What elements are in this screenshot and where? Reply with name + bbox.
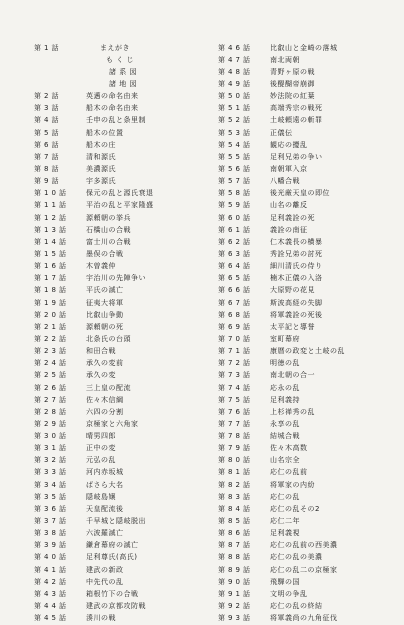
chapter-title: 応仁の乱 [270, 492, 300, 501]
chapter-number: 第 3 1 話 [34, 444, 67, 453]
chapter-number: 第 3 9 話 [34, 541, 67, 550]
toc-entry [34, 261, 209, 273]
toc-entry [218, 431, 393, 443]
chapter-number: 第 2 話 [34, 92, 59, 101]
chapter-number: 第 4 4 話 [34, 602, 67, 611]
toc-entry [34, 127, 209, 139]
chapter-number: 第 2 0 話 [34, 310, 67, 319]
chapter-title: 三上皇の配流 [86, 383, 131, 392]
chapter-title: 諸 地 図 [109, 79, 137, 88]
chapter-number: 第 9 0 話 [218, 577, 251, 586]
chapter-title: 楠木正儀の入洛 [270, 274, 323, 283]
chapter-title: 佐々木高数 [270, 444, 308, 453]
chapter-number: 第 4 7 話 [218, 55, 251, 64]
chapter-title: 木曽義仲 [86, 262, 116, 271]
toc-entry [34, 78, 209, 90]
chapter-title: 船木の位置 [86, 128, 124, 137]
chapter-number: 第 1 6 話 [34, 262, 67, 271]
chapter-number: 第 3 3 話 [34, 468, 67, 477]
toc-entry [34, 503, 209, 515]
chapter-number: 第 2 4 話 [34, 359, 67, 368]
toc-entry [218, 91, 393, 103]
chapter-title: 六四の分割 [86, 407, 124, 416]
chapter-number: 第 6 0 話 [218, 213, 251, 222]
toc-entry [34, 212, 209, 224]
chapter-number: 第 6 9 話 [218, 322, 251, 331]
chapter-number: 第 2 6 話 [34, 383, 67, 392]
chapter-number: 第 2 3 話 [34, 347, 67, 356]
toc-entry [218, 370, 393, 382]
toc-entry [218, 285, 393, 297]
chapter-title: 応永の乱 [270, 383, 300, 392]
chapter-number: 第 5 2 話 [218, 116, 251, 125]
toc-entry [218, 491, 393, 503]
toc-entry [34, 236, 209, 248]
chapter-number: 第 4 話 [34, 116, 59, 125]
chapter-number: 第 7 話 [34, 152, 59, 161]
toc-entry [218, 66, 393, 78]
chapter-title: 高端秀宗の戦死 [270, 104, 323, 113]
chapter-number: 第 4 5 話 [34, 614, 67, 623]
chapter-number: 第 7 3 話 [218, 371, 251, 380]
chapter-title: 平氏の滅亡 [86, 286, 124, 295]
toc-entry [218, 406, 393, 418]
toc-entry [34, 297, 209, 309]
chapter-title: 仁木義長の横暴 [270, 237, 323, 246]
chapter-number: 第 4 2 話 [34, 577, 67, 586]
chapter-title: 箱根竹下の合戦 [86, 589, 139, 598]
chapter-title: 征夷大将軍 [86, 298, 124, 307]
toc-entry [34, 564, 209, 576]
chapter-number: 第 5 9 話 [218, 201, 251, 210]
chapter-title: 足利兄弟の争い [270, 152, 323, 161]
chapter-title: 足利義視 [270, 529, 300, 538]
chapter-title: 応仁の乱前 [270, 468, 308, 477]
chapter-title: 足利義詮の死 [270, 213, 315, 222]
toc-entry [34, 273, 209, 285]
toc-entry [218, 309, 393, 321]
chapter-title: 中先代の乱 [86, 577, 124, 586]
chapter-number: 第 3 2 話 [34, 456, 67, 465]
toc-entry [34, 431, 209, 443]
chapter-number: 第 3 話 [34, 104, 59, 113]
toc-entry [218, 224, 393, 236]
chapter-title: 南朝軍入京 [270, 164, 308, 173]
toc-entry [218, 479, 393, 491]
toc-entry [34, 66, 209, 78]
chapter-number: 第 7 5 話 [218, 395, 251, 404]
toc-entry [218, 600, 393, 612]
chapter-title: 墨俣の合戦 [86, 249, 124, 258]
chapter-title: 源頼朝の死 [86, 322, 124, 331]
toc-entry [218, 321, 393, 333]
toc-entry [34, 103, 209, 115]
toc-entry [34, 467, 209, 479]
chapter-title: 宇多源氏 [86, 177, 116, 186]
toc-entry [34, 418, 209, 430]
chapter-number: 第 2 7 話 [34, 395, 67, 404]
chapter-number: 第 1 3 話 [34, 225, 67, 234]
chapter-title: 観応の擾乱 [270, 140, 308, 149]
chapter-number: 第 4 0 話 [34, 553, 67, 562]
toc-entry [218, 576, 393, 588]
toc-entry [218, 297, 393, 309]
chapter-title: 京極家と六角家 [86, 419, 139, 428]
toc-entry [218, 42, 393, 54]
chapter-number: 第 9 話 [34, 177, 59, 186]
chapter-number: 第 3 4 話 [34, 480, 67, 489]
chapter-number: 第 7 6 話 [218, 407, 251, 416]
toc-left-column [34, 42, 209, 625]
toc-entry [218, 115, 393, 127]
toc-entry [34, 370, 209, 382]
chapter-number: 第 6 5 話 [218, 274, 251, 283]
toc-entry [34, 443, 209, 455]
toc-entry [34, 42, 209, 54]
toc-entry [34, 515, 209, 527]
chapter-title: ばさら大名 [86, 480, 124, 489]
toc-entry [34, 528, 209, 540]
chapter-number: 第 5 1 話 [218, 104, 251, 113]
toc-entry [218, 515, 393, 527]
chapter-number: 第 1 4 話 [34, 237, 67, 246]
chapter-title: 天皇配流後 [86, 504, 124, 513]
chapter-title: 青野ヶ原の戦 [270, 67, 315, 76]
toc-entry [34, 224, 209, 236]
chapter-number: 第 1 2 話 [34, 213, 67, 222]
chapter-number: 第 8 0 話 [218, 456, 251, 465]
chapter-title: 元弘の乱 [86, 456, 116, 465]
toc-entry [218, 103, 393, 115]
toc-entry [218, 212, 393, 224]
chapter-number: 第 8 3 話 [218, 492, 251, 501]
chapter-title: 正儀伝 [270, 128, 293, 137]
chapter-title: 山名の離反 [270, 201, 308, 210]
chapter-number: 第 5 話 [34, 128, 59, 137]
chapter-title: 結城合戦 [270, 432, 300, 441]
chapter-number: 第 4 9 話 [218, 79, 251, 88]
toc-entry [34, 600, 209, 612]
chapter-number: 第 8 9 話 [218, 565, 251, 574]
chapter-number: 第 7 7 話 [218, 419, 251, 428]
chapter-number: 第 1 1 話 [34, 201, 67, 210]
chapter-title: 応仁の乱の終結 [270, 602, 323, 611]
toc-entry [218, 358, 393, 370]
chapter-title: 将軍義詮の死後 [270, 310, 323, 319]
toc-entry [218, 188, 393, 200]
chapter-title: 保元の乱と源氏衰退 [86, 189, 154, 198]
toc-entry [218, 528, 393, 540]
toc-entry [34, 309, 209, 321]
chapter-number: 第 6 6 話 [218, 286, 251, 295]
toc-entry [34, 321, 209, 333]
toc-entry [218, 200, 393, 212]
toc-entry [218, 346, 393, 358]
chapter-title: 明徳の乱 [270, 359, 300, 368]
chapter-number: 第 5 5 話 [218, 152, 251, 161]
chapter-number: 第 9 1 話 [218, 589, 251, 598]
chapter-number: 第 2 9 話 [34, 419, 67, 428]
toc-entry [34, 479, 209, 491]
chapter-title: 比叡山争動 [86, 310, 124, 319]
chapter-number: 第 9 2 話 [218, 602, 251, 611]
chapter-number: 第 8 8 話 [218, 553, 251, 562]
chapter-title: も く じ [106, 55, 134, 64]
chapter-number: 第 6 1 話 [218, 225, 251, 234]
chapter-title: 上杉禅秀の乱 [270, 407, 315, 416]
chapter-number: 第 6 3 話 [218, 249, 251, 258]
chapter-title: 細川清氏の侍り [270, 262, 323, 271]
toc-entry [218, 163, 393, 175]
chapter-number: 第 8 2 話 [218, 480, 251, 489]
chapter-title: 南北両朝 [270, 55, 300, 64]
chapter-number: 第 3 8 話 [34, 529, 67, 538]
chapter-title: 土岐頼遠の斬罪 [270, 116, 323, 125]
chapter-number: 第 5 3 話 [218, 128, 251, 137]
chapter-number: 第 5 6 話 [218, 164, 251, 173]
toc-entry [218, 503, 393, 515]
chapter-title: 晴男四郎 [86, 432, 116, 441]
chapter-title: 八幡合戦 [270, 177, 300, 186]
toc-entry [34, 346, 209, 358]
chapter-number: 第 8 話 [34, 164, 59, 173]
chapter-title: 和田合戦 [86, 347, 116, 356]
chapter-title: 平治の乱と平家隆盛 [86, 201, 154, 210]
chapter-title: 美濃源氏 [86, 164, 116, 173]
chapter-number: 第 1 8 話 [34, 286, 67, 295]
chapter-title: 後醍醐帝崩御 [270, 79, 315, 88]
chapter-number: 第 5 8 話 [218, 189, 251, 198]
chapter-number: 第 3 7 話 [34, 517, 67, 526]
chapter-number: 第 4 6 話 [218, 43, 251, 52]
chapter-title: 隠岐島嬢 [86, 492, 116, 501]
chapter-title: 清和源氏 [86, 152, 116, 161]
toc-entry [34, 455, 209, 467]
chapter-title: 大原野の花見 [270, 286, 315, 295]
chapter-title: 北条氏の台頭 [86, 334, 131, 343]
chapter-number: 第 5 7 話 [218, 177, 251, 186]
chapter-number: 第 1 話 [34, 43, 59, 52]
toc-entry [34, 540, 209, 552]
chapter-title: 石橋山の合戦 [86, 225, 131, 234]
chapter-number: 第 7 4 話 [218, 383, 251, 392]
toc-right-column [218, 42, 393, 625]
toc-entry [218, 236, 393, 248]
chapter-title: 承久の変前 [86, 359, 124, 368]
chapter-number: 第 7 2 話 [218, 359, 251, 368]
chapter-title: 六波羅滅亡 [86, 529, 124, 538]
toc-entry [34, 151, 209, 163]
chapter-title: 足利義持 [270, 395, 300, 404]
chapter-number: 第 8 6 話 [218, 529, 251, 538]
chapter-number: 第 3 5 話 [34, 492, 67, 501]
chapter-title: 諸 系 図 [109, 67, 137, 76]
chapter-number: 第 3 0 話 [34, 432, 67, 441]
toc-entry [218, 552, 393, 564]
chapter-number: 第 1 9 話 [34, 298, 67, 307]
chapter-number: 第 1 0 話 [34, 189, 67, 198]
chapter-title: 正中の変 [86, 444, 116, 453]
chapter-number: 第 2 5 話 [34, 371, 67, 380]
chapter-number: 第 1 7 話 [34, 274, 67, 283]
chapter-title: まえがき [100, 43, 130, 52]
chapter-title: 河内赤坂城 [86, 468, 124, 477]
chapter-title: 秀詮兄弟の討死 [270, 249, 323, 258]
chapter-title: 建武の新政 [86, 565, 124, 574]
toc-entry [218, 455, 393, 467]
chapter-title: 船木の命名由来 [86, 104, 139, 113]
chapter-number: 第 6 7 話 [218, 298, 251, 307]
chapter-title: 壬申の乱と条里制 [86, 116, 146, 125]
chapter-title: 源頼朝の挙兵 [86, 213, 131, 222]
chapter-number: 第 6 話 [34, 140, 59, 149]
chapter-number: 第 8 4 話 [218, 504, 251, 513]
chapter-title: 湊川の戦 [86, 614, 116, 623]
toc-entry [34, 163, 209, 175]
toc-entry [218, 176, 393, 188]
chapter-title: 鎌倉幕府の滅亡 [86, 541, 139, 550]
chapter-title: 建武の京都攻防戦 [86, 602, 146, 611]
chapter-title: 英邁の命名由来 [86, 92, 139, 101]
toc-entry [34, 176, 209, 188]
toc-entry [34, 588, 209, 600]
toc-entry [34, 91, 209, 103]
chapter-title: 承久の変 [86, 371, 116, 380]
chapter-title: 義詮の南征 [270, 225, 308, 234]
chapter-number: 第 8 7 話 [218, 541, 251, 550]
chapter-number: 第 6 8 話 [218, 310, 251, 319]
chapter-title: 足利尊氏(高氏) [86, 553, 138, 562]
chapter-title: 永享の乱 [270, 419, 300, 428]
toc-entry [218, 418, 393, 430]
chapter-title: 応仁の乱その2 [270, 504, 320, 513]
chapter-title: 山名宗全 [270, 456, 300, 465]
chapter-title: 千早城と隠岐脱出 [86, 517, 146, 526]
toc-entry [218, 54, 393, 66]
toc-entry [218, 382, 393, 394]
toc-entry [218, 139, 393, 151]
chapter-title: 将軍家の内紛 [270, 480, 315, 489]
toc-entry [34, 613, 209, 625]
chapter-title: 佐々木信綱 [86, 395, 124, 404]
toc-entry [218, 467, 393, 479]
chapter-title: 飛騨の国 [270, 577, 300, 586]
toc-entry [34, 285, 209, 297]
chapter-title: 文明の争乱 [270, 589, 308, 598]
chapter-number: 第 4 1 話 [34, 565, 67, 574]
toc-entry [34, 54, 209, 66]
toc-entry [218, 248, 393, 260]
toc-entry [34, 358, 209, 370]
toc-entry [34, 491, 209, 503]
chapter-title: 比叡山と金崎の落城 [270, 43, 338, 52]
chapter-number: 第 7 1 話 [218, 347, 251, 356]
toc-entry [218, 127, 393, 139]
toc-entry [34, 576, 209, 588]
chapter-title: 室町幕府 [270, 334, 300, 343]
chapter-title: 後光厳天皇の即位 [270, 189, 330, 198]
toc-entry [218, 78, 393, 90]
chapter-title: 応仁の乱の美濃 [270, 553, 323, 562]
toc-entry [218, 443, 393, 455]
chapter-number: 第 4 8 話 [218, 67, 251, 76]
chapter-title: 宇治川の先陣争い [86, 274, 146, 283]
chapter-number: 第 2 2 話 [34, 334, 67, 343]
toc-entry [34, 406, 209, 418]
chapter-title: 富士川の合戦 [86, 237, 131, 246]
chapter-number: 第 8 1 話 [218, 468, 251, 477]
chapter-title: 南北朝の合一 [270, 371, 315, 380]
toc-entry [34, 248, 209, 260]
chapter-title: 船木の庄 [86, 140, 116, 149]
toc-entry [218, 613, 393, 625]
chapter-number: 第 1 5 話 [34, 249, 67, 258]
toc-entry [34, 382, 209, 394]
toc-entry [34, 139, 209, 151]
toc-entry [218, 273, 393, 285]
toc-entry [34, 188, 209, 200]
toc-entry [218, 261, 393, 273]
toc-entry [218, 151, 393, 163]
chapter-title: 妙法院の紅葉 [270, 92, 315, 101]
toc-entry [218, 540, 393, 552]
chapter-title: 応仁の乱二の京極家 [270, 565, 338, 574]
chapter-number: 第 5 4 話 [218, 140, 251, 149]
chapter-title: 太平記と導誉 [270, 322, 315, 331]
chapter-number: 第 9 3 話 [218, 614, 251, 623]
toc-entry [34, 333, 209, 345]
chapter-number: 第 6 4 話 [218, 262, 251, 271]
chapter-number: 第 8 5 話 [218, 517, 251, 526]
chapter-title: 康暦の政変と土岐の乱 [270, 347, 345, 356]
chapter-number: 第 6 2 話 [218, 237, 251, 246]
toc-entry [34, 394, 209, 406]
toc-entry [34, 200, 209, 212]
chapter-number: 第 5 0 話 [218, 92, 251, 101]
toc-entry [218, 588, 393, 600]
toc-entry [218, 333, 393, 345]
chapter-title: 応仁の乱前の西美濃 [270, 541, 338, 550]
chapter-number: 第 7 9 話 [218, 444, 251, 453]
chapter-number: 第 3 6 話 [34, 504, 67, 513]
chapter-number: 第 2 8 話 [34, 407, 67, 416]
toc-entry [218, 564, 393, 576]
toc-entry [34, 552, 209, 564]
chapter-number: 第 7 0 話 [218, 334, 251, 343]
chapter-title: 将軍義尚の九角征伐 [270, 614, 338, 623]
chapter-number: 第 4 3 話 [34, 589, 67, 598]
toc-entry [218, 394, 393, 406]
chapter-number: 第 7 8 話 [218, 432, 251, 441]
chapter-title: 斯波高経の失脚 [270, 298, 323, 307]
chapter-title: 応仁二年 [270, 517, 300, 526]
toc-entry [34, 115, 209, 127]
chapter-number: 第 2 1 話 [34, 322, 67, 331]
